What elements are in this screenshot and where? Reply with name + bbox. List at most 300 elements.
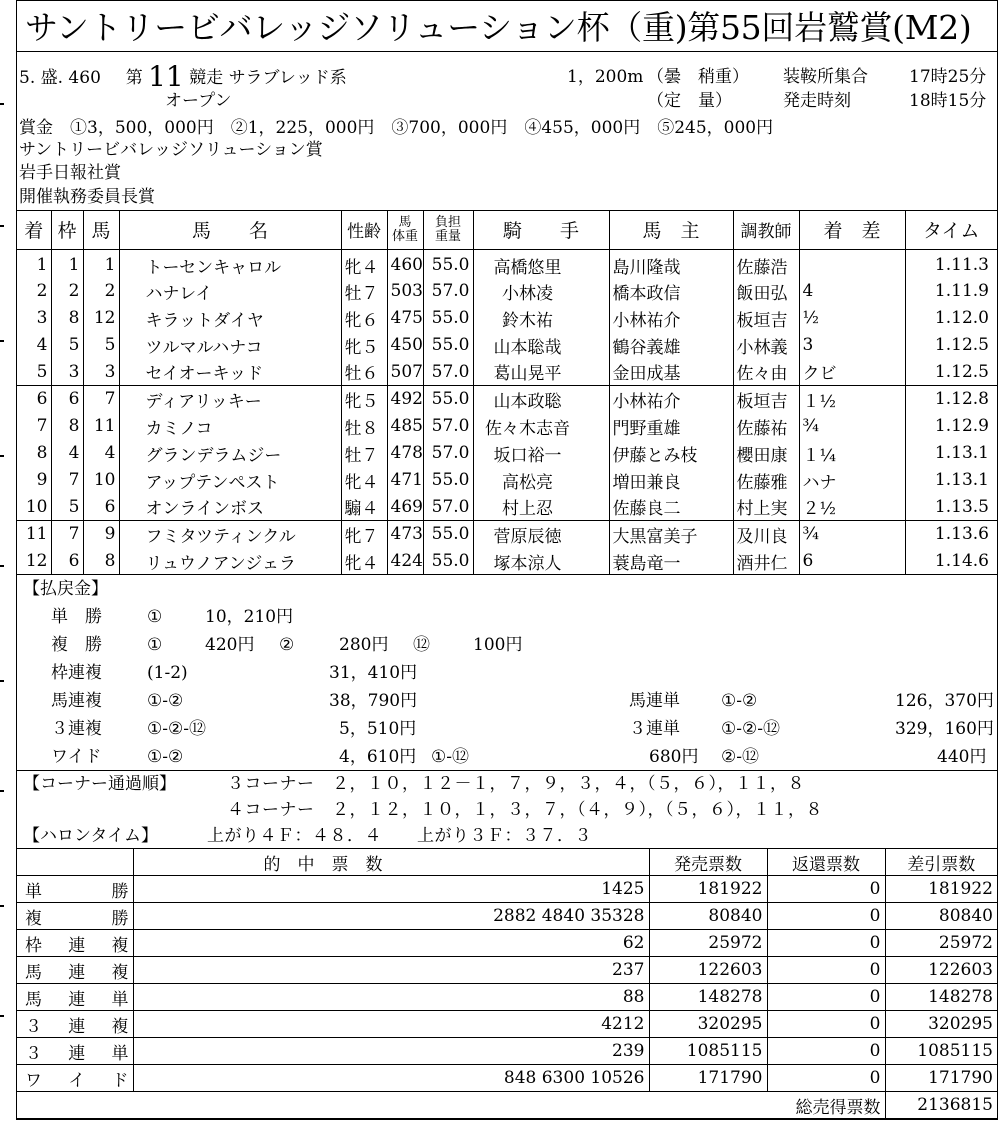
corner-4-order: ２，１２，１０，１，３，７，（４，９），（５，６），１１，８ <box>332 800 823 820</box>
result-rank: 11 <box>17 521 51 548</box>
stats-refund: 0 <box>767 1065 885 1092</box>
wide-amount-2: 680円 <box>649 747 699 767</box>
bet-type-char: 連 <box>68 1016 86 1037</box>
result-rank: 5 <box>36 361 48 382</box>
tansho-amount: 10，210円 <box>205 607 294 627</box>
stats-sold: 171790 <box>649 1065 767 1092</box>
result-sex-age: 牡７ <box>341 440 387 467</box>
result-frame: 4 <box>51 440 83 467</box>
result-weight: 507 <box>387 359 423 386</box>
result-weight: 492 <box>387 386 423 413</box>
fukusho-combo-1: ① <box>147 635 163 655</box>
result-frame: 5 <box>51 494 83 521</box>
result-name: トーセンキャロル <box>119 249 341 278</box>
bet-type-char: 複 <box>111 935 129 956</box>
stats-bet-type-text <box>25 1039 129 1064</box>
umaren-combo: ①-② <box>147 691 184 711</box>
result-owner: 小林祐介 <box>609 386 733 413</box>
corner-header: 【コーナー通過順】 <box>23 774 176 794</box>
stats-bet-type <box>17 957 133 984</box>
result-weight: 469 <box>387 494 423 521</box>
gather-label: 装鞍所集合 <box>783 67 868 87</box>
col-jockey: 騎 手 <box>473 211 609 249</box>
result-frame: 8 <box>51 305 83 332</box>
stats-hits: 62 <box>133 930 649 957</box>
result-frame: 6 <box>51 548 83 575</box>
result-row <box>17 305 997 332</box>
result-burden: 57.0 <box>423 359 473 386</box>
result-jockey: 塚本涼人 <box>473 548 609 575</box>
result-sex-age: 牝７ <box>341 521 387 548</box>
stats-hits: 88 <box>133 984 649 1011</box>
result-time: 1.12.9 <box>905 413 997 440</box>
result-weight: 485 <box>387 413 423 440</box>
bet-type-char: 連 <box>68 962 86 983</box>
stats-net: 148278 <box>885 984 997 1011</box>
umatan-combo: ①-② <box>721 691 758 711</box>
result-row <box>17 413 997 440</box>
race-weight-rule: （定 量） <box>647 91 732 111</box>
result-num: 1 <box>83 249 119 278</box>
stats-col-net: 差引票数 <box>885 849 997 876</box>
result-jockey: 高橋悠里 <box>473 249 609 278</box>
title-divider <box>17 51 997 52</box>
stats-total-blank <box>17 1092 767 1119</box>
stats-total-row <box>17 1092 997 1119</box>
stats-net: 25972 <box>885 930 997 957</box>
corner-3 <box>227 771 805 798</box>
result-sex-age: 牡７ <box>341 278 387 305</box>
result-name: フミタツティンクル <box>119 521 341 548</box>
bet-type-char: 連 <box>68 935 86 956</box>
bet-type-char: ワ <box>25 1070 42 1091</box>
result-time: 1.13.1 <box>905 440 997 467</box>
stats-sold: 320295 <box>649 1011 767 1038</box>
stats-col-sold: 発売票数 <box>649 849 767 876</box>
edge-tick <box>0 225 4 227</box>
edge-tick <box>0 1015 4 1017</box>
result-row <box>17 332 997 359</box>
bet-type-char: 馬 <box>25 989 42 1010</box>
result-row <box>17 548 997 575</box>
result-rank: 10 <box>25 496 48 517</box>
col-frame: 枠 <box>51 211 83 249</box>
result-num: 12 <box>83 305 119 332</box>
edge-tick <box>0 455 4 457</box>
result-owner: 大黒富美子 <box>609 521 733 548</box>
result-time: 1.13.5 <box>905 494 997 521</box>
bet-type-char: 複 <box>111 1016 129 1037</box>
result-rank: 12 <box>25 551 48 571</box>
stats-row <box>17 1038 997 1065</box>
bet-type-char: 複 <box>111 962 129 983</box>
result-trainer: 及川良 <box>733 521 799 548</box>
stats-sold: 80840 <box>649 903 767 930</box>
result-frame: 8 <box>51 413 83 440</box>
result-margin: クビ <box>799 359 905 386</box>
stats-hits: 1425 <box>133 876 649 903</box>
result-sex-age: 牝４ <box>341 249 387 278</box>
result-sex-age: 牝４ <box>341 548 387 575</box>
stats-refund: 0 <box>767 930 885 957</box>
result-sex-age: 牝５ <box>341 386 387 413</box>
result-weight: 424 <box>387 548 423 575</box>
result-weight: 450 <box>387 332 423 359</box>
edge-tick <box>0 103 4 105</box>
result-owner: 橋本政信 <box>609 278 733 305</box>
document-frame <box>16 0 998 1120</box>
stats-bet-type-text <box>25 1066 129 1091</box>
result-name: グランデラムジー <box>119 440 341 467</box>
result-jockey: 小林凌 <box>473 278 609 305</box>
result-rank: 9 <box>36 470 48 490</box>
result-name: オンラインボス <box>119 494 341 521</box>
col-trainer: 調教師 <box>733 211 799 249</box>
award-2: 岩手日報社賞 <box>19 163 121 183</box>
results-header-row <box>17 211 997 249</box>
result-num: 3 <box>83 359 119 386</box>
wide-combo-3: ②-⑫ <box>721 747 759 767</box>
sanrentan-combo: ①-②-⑫ <box>721 719 780 739</box>
result-owner: 門野重雄 <box>609 413 733 440</box>
result-frame: 6 <box>51 386 83 413</box>
stats-row <box>17 1011 997 1038</box>
result-num: 10 <box>83 467 119 494</box>
stats-net: 171790 <box>885 1065 997 1092</box>
result-row <box>17 440 997 467</box>
edge-tick <box>0 565 4 567</box>
result-num: 6 <box>83 494 119 521</box>
stats-bet-type <box>17 984 133 1011</box>
stats-refund: 0 <box>767 984 885 1011</box>
stats-header-row <box>17 849 997 876</box>
tansho-label: 単 勝 <box>51 607 102 627</box>
result-num: 11 <box>83 413 119 440</box>
result-margin: 4 <box>799 278 905 305</box>
result-row <box>17 467 997 494</box>
result-num: 5 <box>83 332 119 359</box>
col-margin: 着 差 <box>799 211 905 249</box>
bet-type-char: 馬 <box>25 962 42 983</box>
wide-combo-1: ①-② <box>147 747 184 767</box>
bet-type-char: 勝 <box>111 881 129 902</box>
stats-row <box>17 984 997 1011</box>
bet-type-char: ド <box>111 1070 129 1091</box>
award-1: サントリービバレッジソリューション賞 <box>19 140 323 160</box>
stats-row <box>17 1065 997 1092</box>
umatan-amount: 126，370円 <box>895 691 994 711</box>
result-trainer: 佐藤雅 <box>733 467 799 494</box>
stats-col-refund: 返還票数 <box>767 849 885 876</box>
bet-type-char: 連 <box>68 1043 86 1064</box>
wide-label: ワイド <box>51 747 102 767</box>
col-rank: 着 <box>17 211 51 249</box>
col-weight-top: 馬 <box>398 214 412 230</box>
result-margin: 6 <box>799 548 905 575</box>
bet-type-char: ３ <box>25 1043 42 1064</box>
stats-bet-type-text <box>25 931 129 956</box>
result-burden: 55.0 <box>423 548 473 575</box>
result-trainer: 板垣吉 <box>733 305 799 332</box>
result-row <box>17 386 997 413</box>
col-burden-top: 負担 <box>434 214 461 230</box>
results-bottom-divider <box>17 574 997 575</box>
fukusho-amount-1: 420円 <box>205 635 255 655</box>
result-time: 1.13.1 <box>905 467 997 494</box>
bet-type-char: 連 <box>68 989 86 1010</box>
result-burden: 57.0 <box>423 278 473 305</box>
result-jockey: 佐々木志音 <box>473 413 609 440</box>
bet-type-char: 勝 <box>111 908 129 929</box>
wakuren-amount: 31，410円 <box>329 663 418 683</box>
award-3: 開催執務委員長賞 <box>19 187 155 207</box>
edge-tick <box>0 905 4 907</box>
sanrenpuku-combo: ①-②-⑫ <box>147 719 206 739</box>
stats-row <box>17 930 997 957</box>
ticket-stats-table <box>17 848 997 1119</box>
umaren-amount: 38，790円 <box>329 691 418 711</box>
result-burden: 55.0 <box>423 332 473 359</box>
result-jockey: 鈴木祐 <box>473 305 609 332</box>
race-breed: サラブレッド系 <box>228 68 347 88</box>
result-margin: ２½ <box>799 494 905 521</box>
result-time: 1.11.3 <box>905 249 997 278</box>
result-margin <box>799 249 905 278</box>
result-row <box>17 521 997 548</box>
stats-hits: 237 <box>133 957 649 984</box>
race-title: サントリービバレッジソリューション杯（重)第55回岩鷲賞(M2) <box>25 8 972 47</box>
result-sex-age: 牝５ <box>341 332 387 359</box>
result-name: キラットダイヤ <box>119 305 341 332</box>
col-burden-bottom: 重量 <box>434 228 461 244</box>
fukusho-amount-2: 280円 <box>339 635 389 655</box>
result-frame: 3 <box>51 359 83 386</box>
payout-header: 【払戻金】 <box>23 579 108 599</box>
stats-sold: 122603 <box>649 957 767 984</box>
result-sex-age: 牝６ <box>341 305 387 332</box>
corner-4 <box>227 797 823 824</box>
bet-type-char: 単 <box>111 1043 129 1064</box>
tansho-combo: ① <box>147 607 163 627</box>
result-burden: 57.0 <box>423 494 473 521</box>
result-time: 1.12.0 <box>905 305 997 332</box>
stats-bet-type-text <box>25 877 129 902</box>
edge-tick <box>0 340 4 342</box>
bet-type-char: 複 <box>25 908 42 929</box>
gather-time: 17時25分 <box>909 67 987 87</box>
result-owner: 伊藤とみ枝 <box>609 440 733 467</box>
stats-total-value: 2136815 <box>885 1092 997 1119</box>
result-margin: ½ <box>799 305 905 332</box>
result-weight: 503 <box>387 278 423 305</box>
result-margin: ¾ <box>799 521 905 548</box>
stats-bet-type-text <box>25 958 129 983</box>
stats-bet-type <box>17 903 133 930</box>
stats-net: 181922 <box>885 876 997 903</box>
stats-refund: 0 <box>767 903 885 930</box>
result-num: 9 <box>83 521 119 548</box>
result-num: 2 <box>83 278 119 305</box>
stats-hits: 239 <box>133 1038 649 1065</box>
result-burden: 55.0 <box>423 386 473 413</box>
result-time: 1.14.6 <box>905 548 997 575</box>
result-jockey: 菅原辰徳 <box>473 521 609 548</box>
result-row <box>17 359 997 386</box>
result-rank: 2 <box>36 281 48 301</box>
stats-body <box>17 876 997 1092</box>
edge-tick <box>0 790 4 792</box>
result-jockey: 村上忍 <box>473 494 609 521</box>
stats-refund: 0 <box>767 957 885 984</box>
result-weight: 471 <box>387 467 423 494</box>
stats-total-label: 総売得票数 <box>767 1092 885 1119</box>
result-owner: 島川隆哉 <box>609 249 733 278</box>
result-trainer: 櫻田康 <box>733 440 799 467</box>
result-trainer: 佐々由 <box>733 359 799 386</box>
sanrenpuku-label: ３連複 <box>51 719 102 739</box>
corner-4-label: ４コーナー <box>227 800 315 820</box>
start-label: 発走時刻 <box>783 91 851 111</box>
result-sex-age: 牡８ <box>341 413 387 440</box>
result-name: カミノコ <box>119 413 341 440</box>
result-sex-age: 騸４ <box>341 494 387 521</box>
race-distance: 1，200m <box>567 67 644 87</box>
result-margin: １½ <box>799 386 905 413</box>
umaren-label: 馬連複 <box>51 691 102 711</box>
result-time: 1.12.8 <box>905 386 997 413</box>
bet-type-char: 単 <box>111 989 129 1010</box>
result-jockey: 高松亮 <box>473 467 609 494</box>
stats-refund: 0 <box>767 876 885 903</box>
stats-bet-type <box>17 1011 133 1038</box>
result-weight: 473 <box>387 521 423 548</box>
result-weight: 460 <box>387 249 423 278</box>
result-burden: 55.0 <box>423 467 473 494</box>
result-margin: １¼ <box>799 440 905 467</box>
result-owner: 佐藤良二 <box>609 494 733 521</box>
result-owner: 増田兼良 <box>609 467 733 494</box>
stats-col-label <box>17 849 133 876</box>
result-margin: 3 <box>799 332 905 359</box>
col-owner: 馬 主 <box>609 211 733 249</box>
edge-tick <box>0 680 4 682</box>
meet-code: 5. 盛. 460 <box>19 68 101 88</box>
wide-combo-2: ①-⑫ <box>431 747 469 767</box>
stats-hits: 2882 4840 35328 <box>133 903 649 930</box>
fukusho-label: 複 勝 <box>51 635 102 655</box>
race-meet <box>19 60 347 93</box>
stats-hits: 848 6300 10526 <box>133 1065 649 1092</box>
wide-amount-1: 4，610円 <box>339 747 417 767</box>
corner-3-label: ３コーナー <box>227 774 315 794</box>
result-rank: 8 <box>36 443 48 463</box>
corner-3-order: ２，１０，１２－１，７，９，３，４，（５，６），１１，８ <box>332 774 805 794</box>
result-frame: 7 <box>51 521 83 548</box>
results-body <box>17 249 997 575</box>
result-margin: ハナ <box>799 467 905 494</box>
start-time: 18時15分 <box>909 91 987 111</box>
result-jockey: 坂口裕一 <box>473 440 609 467</box>
result-frame: 1 <box>51 249 83 278</box>
result-row <box>17 249 997 278</box>
col-weight-bottom: 体重 <box>391 228 418 244</box>
result-burden: 55.0 <box>423 305 473 332</box>
result-num: 8 <box>83 548 119 575</box>
result-name: リュウノアンジェラ <box>119 548 341 575</box>
furlong-header: 【ハロンタイム】 <box>23 826 158 846</box>
stats-row <box>17 876 997 903</box>
stats-bet-type <box>17 1038 133 1065</box>
stats-row <box>17 903 997 930</box>
result-time: 1.11.9 <box>905 278 997 305</box>
result-frame: 5 <box>51 332 83 359</box>
stats-bet-type-text <box>25 1012 129 1037</box>
stats-net: 122603 <box>885 957 997 984</box>
stats-net: 320295 <box>885 1011 997 1038</box>
result-burden: 57.0 <box>423 413 473 440</box>
result-time: 1.12.5 <box>905 332 997 359</box>
bet-type-char: ３ <box>25 1016 42 1037</box>
result-row <box>17 278 997 305</box>
result-burden: 57.0 <box>423 440 473 467</box>
result-time: 1.12.5 <box>905 359 997 386</box>
stats-hits: 4212 <box>133 1011 649 1038</box>
stats-net: 1085115 <box>885 1038 997 1065</box>
result-weight: 478 <box>387 440 423 467</box>
result-burden: 55.0 <box>423 521 473 548</box>
stats-sold: 148278 <box>649 984 767 1011</box>
race-track-condition: （曇 稍重） <box>647 67 749 87</box>
sanrenpuku-amount: 5，510円 <box>339 719 417 739</box>
prize-money: 賞金 ①3，500，000円 ②1，225，000円 ③700，000円 ④455，000円 ⑤245，000円 <box>19 118 774 138</box>
stats-row <box>17 957 997 984</box>
col-sex-age: 性齢 <box>341 211 387 249</box>
bet-type-char: 単 <box>25 881 42 902</box>
stats-refund: 0 <box>767 1011 885 1038</box>
stats-refund: 0 <box>767 1038 885 1065</box>
result-trainer: 村上実 <box>733 494 799 521</box>
result-burden: 55.0 <box>423 249 473 278</box>
fukusho-combo-3: ⑫ <box>413 635 430 655</box>
result-rank: 3 <box>36 308 48 328</box>
result-num: 4 <box>83 440 119 467</box>
wide-amount-3: 440円 <box>937 747 987 767</box>
stats-bet-type <box>17 876 133 903</box>
col-weight <box>387 211 423 249</box>
result-jockey: 山本聡哉 <box>473 332 609 359</box>
col-num: 馬 <box>83 211 119 249</box>
furlong-times: 上がり４Ｆ：４８．４ 上がり３Ｆ：３７．３ <box>207 826 592 846</box>
result-rank: 7 <box>36 416 48 436</box>
race-class: オープン <box>165 91 232 111</box>
bet-type-char: イ <box>68 1070 86 1091</box>
result-row <box>17 494 997 521</box>
result-time: 1.13.6 <box>905 521 997 548</box>
result-rank: 4 <box>36 335 48 355</box>
col-time: タイム <box>905 211 997 249</box>
race-number: 11 <box>148 60 184 93</box>
sanrentan-label: ３連単 <box>629 719 680 739</box>
stats-col-hits: 的 中 票 数 <box>133 849 649 876</box>
result-owner: 鶴谷義雄 <box>609 332 733 359</box>
result-trainer: 飯田弘 <box>733 278 799 305</box>
result-trainer: 小林義 <box>733 332 799 359</box>
stats-sold: 181922 <box>649 876 767 903</box>
stats-bet-type <box>17 1065 133 1092</box>
result-margin: ¾ <box>799 413 905 440</box>
result-jockey: 山本政聡 <box>473 386 609 413</box>
stats-sold: 25972 <box>649 930 767 957</box>
